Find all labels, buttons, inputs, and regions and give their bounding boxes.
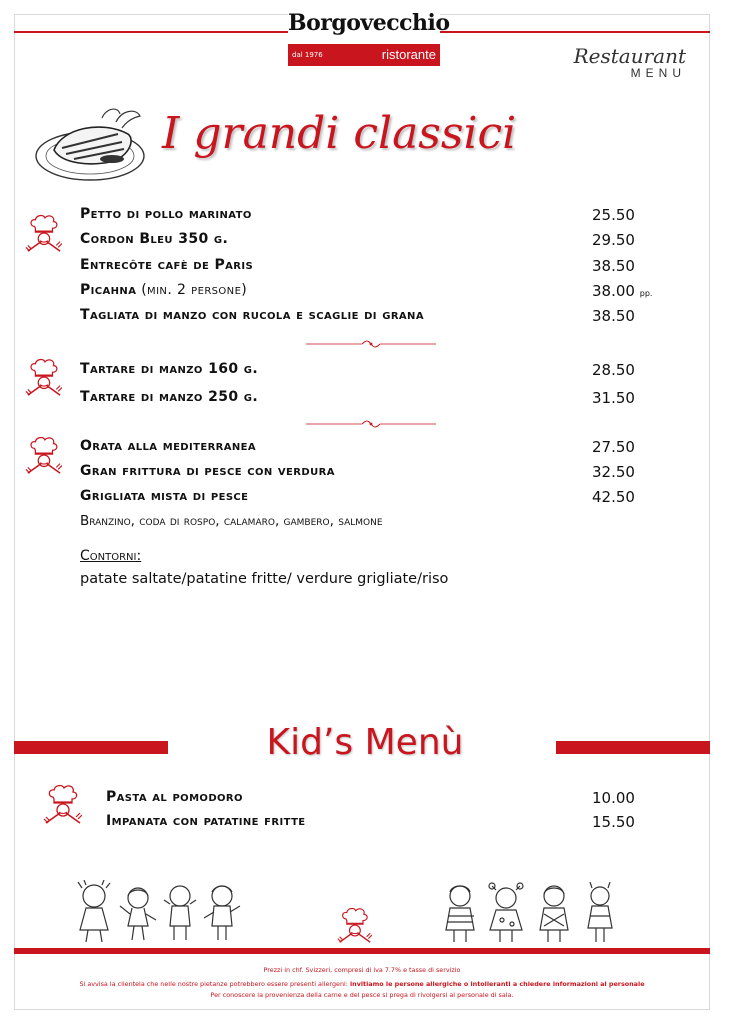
footer-allergen-note <box>14 980 710 988</box>
menu-item-name-row <box>80 282 247 298</box>
divider-ornament-icon <box>306 340 436 348</box>
menu-item-name: Tartare di manzo 250 g. <box>80 389 259 405</box>
chef-icon <box>42 782 82 828</box>
menu-item-name: Tagliata di manzo con rucola e scaglie di grana <box>80 307 424 323</box>
kids-doodle-icon <box>72 880 252 946</box>
menu-item-price: 27.50 <box>592 438 635 456</box>
chef-icon <box>24 356 62 400</box>
restaurant-script: Restaurant <box>573 44 686 68</box>
menu-label: MENU <box>630 66 686 80</box>
chef-icon <box>24 212 62 256</box>
menu-item-price: 25.50 <box>592 206 635 224</box>
menu-item-price: 38.50 <box>592 257 635 275</box>
kids-doodle-icon <box>440 882 620 946</box>
section-title: I grandi classici <box>162 108 517 159</box>
brand-since: dal 1976 <box>292 51 323 59</box>
brand-subtitle: ristorante <box>381 47 436 62</box>
menu-item-price: 38.00 <box>592 282 635 300</box>
menu-item-name: Grigliata mista di pesce <box>80 488 249 504</box>
chef-icon <box>24 434 62 478</box>
footer-allergen-emphasis: invitiamo le persone allergiche o intolleranti a chiedere informazioni al personale <box>349 980 645 988</box>
menu-item-description: Branzino, coda di rospo, calamaro, gambero, salmone <box>80 513 383 529</box>
footer-allergen-text: Si avvisa la clientela che nelle nostre pietanze potrebbero essere presenti allergeni: <box>79 980 350 988</box>
brand-name: Borgovecchio <box>288 10 450 36</box>
menu-item-price: 32.50 <box>592 463 635 481</box>
chef-icon <box>336 906 372 946</box>
restaurant-menu-badge <box>562 46 686 80</box>
kids-bar-right <box>556 741 710 754</box>
menu-item-name: Orata alla mediterranea <box>80 438 257 454</box>
menu-item-name: Picahna <box>80 282 137 298</box>
kids-item-name: Pasta al pomodoro <box>106 789 243 805</box>
footer-origin-note: Per conoscere la provenienza della carne e del pesce si prega di rivolgersi al personale di sala. <box>210 991 514 999</box>
menu-item-name: Entrecôte cafè de Paris <box>80 257 254 273</box>
brand-logo <box>288 0 450 70</box>
steak-plate-icon <box>32 104 156 184</box>
menu-item-price-row <box>592 282 652 300</box>
kids-item-price: 15.50 <box>592 813 635 831</box>
menu-item-price: 28.50 <box>592 361 635 379</box>
footer-rule <box>14 948 710 954</box>
kids-item-price: 10.00 <box>592 789 635 807</box>
contorni-text: patate saltate/patatine fritte/ verdure grigliate/riso <box>80 571 449 587</box>
divider-ornament-icon <box>306 420 436 428</box>
menu-item-price: 31.50 <box>592 389 635 407</box>
menu-item-name: Cordon Bleu 350 g. <box>80 231 229 247</box>
kids-bar-left <box>14 741 168 754</box>
menu-item-name: Petto di pollo marinato <box>80 206 252 222</box>
brand-bar <box>288 44 440 66</box>
menu-item-name: Tartare di manzo 160 g. <box>80 361 259 377</box>
menu-item-price: 42.50 <box>592 488 635 506</box>
menu-item-name: Gran frittura di pesce con verdura <box>80 463 335 479</box>
kids-item-name: Impanata con patatine fritte <box>106 813 306 829</box>
menu-item-note: (min. 2 persone) <box>136 282 248 298</box>
menu-item-price: 29.50 <box>592 231 635 249</box>
footer-prices-note: Prezzi in chf. Svizzeri, compresi di iva 7.7% e tasse di servizio <box>263 966 461 974</box>
kids-menu-title: Kid’s Menù <box>266 722 464 763</box>
menu-item-price: 38.50 <box>592 307 635 325</box>
price-per-person: pp. <box>639 289 653 298</box>
contorni-label: Contorni: <box>80 548 142 564</box>
